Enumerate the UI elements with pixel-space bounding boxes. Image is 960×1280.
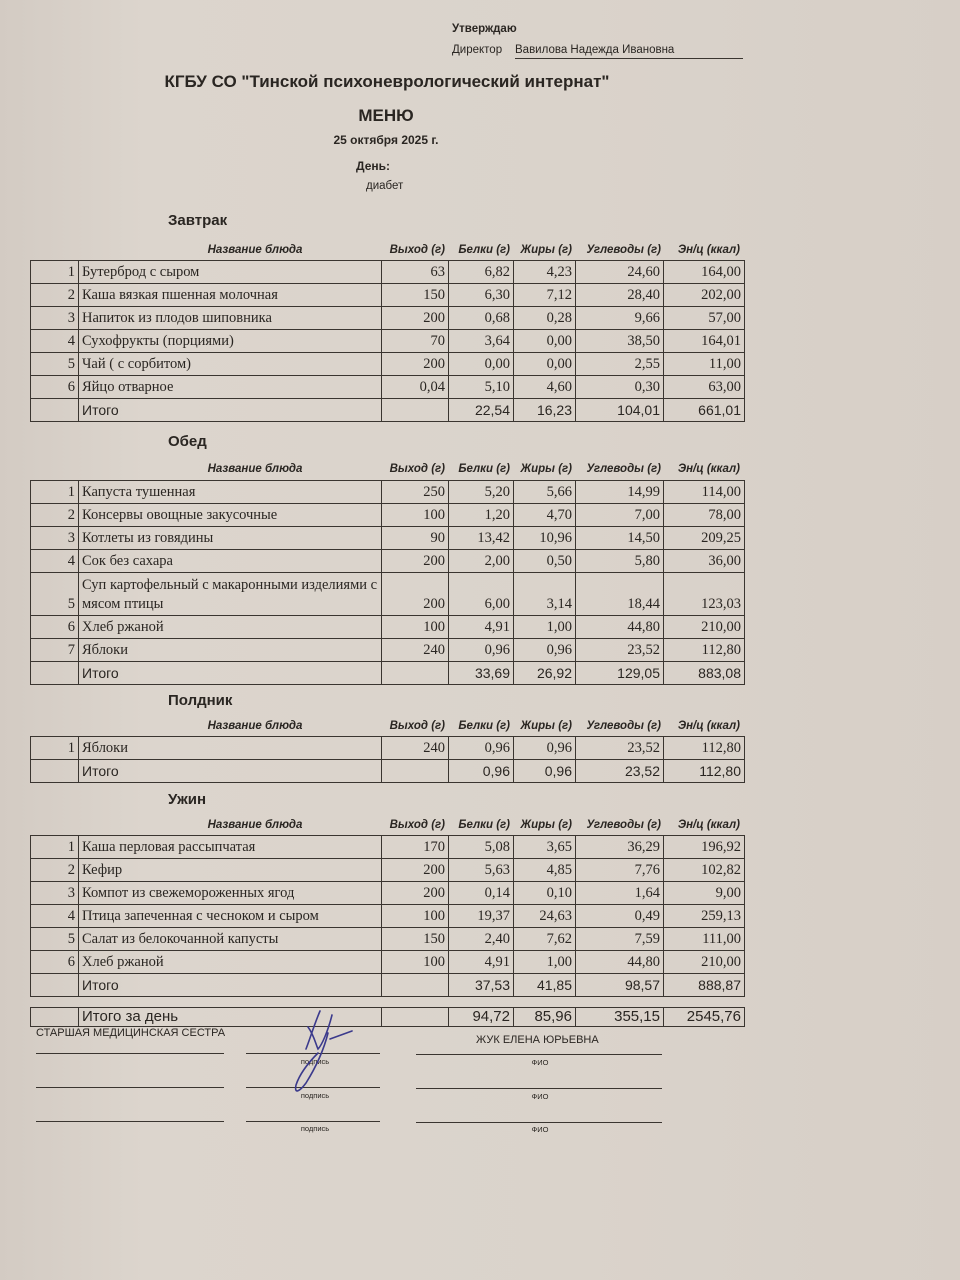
dish-yield: 100 (382, 504, 449, 527)
dish-carbs: 44,80 (576, 951, 664, 974)
day-total-yield-cell (382, 1008, 449, 1027)
column-header-name: Название блюда (207, 463, 303, 475)
column-header-protein: Белки (г) (458, 720, 510, 732)
dish-yield: 200 (382, 550, 449, 573)
dish-fat: 0,96 (514, 639, 576, 662)
menu-date: 25 октября 2025 г. (333, 133, 439, 147)
table-row (31, 616, 745, 639)
dish-yield: 150 (382, 928, 449, 951)
dish-protein: 4,91 (449, 951, 514, 974)
dish-yield: 90 (382, 527, 449, 550)
dish-fat: 0,28 (514, 307, 576, 330)
table-row (31, 905, 745, 928)
row-number: 1 (31, 261, 79, 284)
dish-yield: 70 (382, 330, 449, 353)
row-number: 6 (31, 376, 79, 399)
dish-name: Напиток из плодов шиповника (79, 307, 382, 330)
meal-title: Полдник (168, 692, 233, 709)
dish-yield: 200 (382, 307, 449, 330)
director-label: Директор (452, 44, 503, 56)
day-total-label: Итого за день (79, 1008, 382, 1027)
dish-energy: 202,00 (664, 284, 745, 307)
dish-energy: 63,00 (664, 376, 745, 399)
total-yield-cell (382, 760, 449, 783)
total-protein: 33,69 (449, 662, 514, 685)
column-header-fat: Жиры (г) (520, 244, 572, 256)
column-header-energy: Эн/ц (ккал) (677, 463, 740, 475)
column-header-energy: Эн/ц (ккал) (677, 819, 740, 831)
total-yield-cell (382, 974, 449, 997)
dish-name: Консервы овощные закусочные (79, 504, 382, 527)
organization-name (0, 72, 780, 92)
table-row (31, 307, 745, 330)
total-label: Итого (79, 399, 382, 422)
dish-carbs: 14,99 (576, 481, 664, 504)
director-name: Вавилова Надежда Ивановна (515, 44, 743, 59)
dish-name: Каша вязкая пшенная молочная (79, 284, 382, 307)
dish-energy: 210,00 (664, 951, 745, 974)
column-header-carbs: Углеводы (г) (586, 463, 661, 475)
dish-fat: 0,00 (514, 330, 576, 353)
dish-yield: 100 (382, 616, 449, 639)
dish-carbs: 23,52 (576, 737, 664, 760)
dish-carbs: 7,59 (576, 928, 664, 951)
fio-caption-1: ФИО (531, 1058, 549, 1067)
total-label: Итого (79, 974, 382, 997)
dish-fat: 0,96 (514, 737, 576, 760)
total-protein: 22,54 (449, 399, 514, 422)
row-number: 4 (31, 550, 79, 573)
day-total-energy: 2545,76 (664, 1008, 745, 1027)
dish-name: Яблоки (79, 639, 382, 662)
dish-yield: 200 (382, 882, 449, 905)
dish-yield: 250 (382, 481, 449, 504)
dish-fat: 4,85 (514, 859, 576, 882)
dish-protein: 2,00 (449, 550, 514, 573)
meal-title: Обед (168, 433, 207, 450)
dish-carbs: 28,40 (576, 284, 664, 307)
column-header-fat: Жиры (г) (520, 720, 572, 732)
total-carbs: 104,01 (576, 399, 664, 422)
column-header-energy: Эн/ц (ккал) (677, 720, 740, 732)
dish-name: Хлеб ржаной (79, 616, 382, 639)
row-number: 3 (31, 882, 79, 905)
meal-table (30, 736, 745, 783)
day-label: День: (356, 159, 390, 173)
table-row (31, 859, 745, 882)
dish-name: Сухофрукты (порциями) (79, 330, 382, 353)
row-number: 2 (31, 284, 79, 307)
dish-fat: 1,00 (514, 616, 576, 639)
row-number: 2 (31, 504, 79, 527)
dish-carbs: 0,30 (576, 376, 664, 399)
column-header-energy: Эн/ц (ккал) (677, 244, 740, 256)
signer-name: ЖУК ЕЛЕНА ЮРЬЕВНА (476, 1034, 599, 1046)
dish-energy: 164,00 (664, 261, 745, 284)
dish-energy: 11,00 (664, 353, 745, 376)
column-header-yield: Выход (г) (389, 819, 445, 831)
dish-protein: 0,96 (449, 639, 514, 662)
day-total-carbs: 355,15 (576, 1008, 664, 1027)
dish-name: Сок без сахара (79, 550, 382, 573)
dish-fat: 4,23 (514, 261, 576, 284)
signature-line-3 (246, 1121, 380, 1122)
signature-caption-2: подпись (300, 1091, 330, 1100)
table-row (31, 330, 745, 353)
day-total-row (31, 1008, 745, 1027)
column-header-carbs: Углеводы (г) (586, 244, 661, 256)
row-number: 1 (31, 481, 79, 504)
row-number: 6 (31, 951, 79, 974)
dish-energy: 57,00 (664, 307, 745, 330)
dish-energy: 36,00 (664, 550, 745, 573)
table-row (31, 639, 745, 662)
dish-carbs: 2,55 (576, 353, 664, 376)
table-row (31, 284, 745, 307)
table-row (31, 481, 745, 504)
total-energy: 112,80 (664, 760, 745, 783)
total-energy: 883,08 (664, 662, 745, 685)
total-carbs: 23,52 (576, 760, 664, 783)
dish-energy: 114,00 (664, 481, 745, 504)
dish-yield: 240 (382, 639, 449, 662)
column-header-yield: Выход (г) (389, 720, 445, 732)
dish-name: Каша перловая рассыпчатая (79, 836, 382, 859)
column-header-name: Название блюда (207, 720, 303, 732)
dish-name: Бутерброд с сыром (79, 261, 382, 284)
dish-fat: 0,00 (514, 353, 576, 376)
dish-yield: 200 (382, 573, 449, 616)
column-header-yield: Выход (г) (389, 463, 445, 475)
dish-protein: 0,96 (449, 737, 514, 760)
table-row (31, 573, 745, 616)
dish-fat: 24,63 (514, 905, 576, 928)
dish-protein: 13,42 (449, 527, 514, 550)
day-total-protein: 94,72 (449, 1008, 514, 1027)
row-number: 2 (31, 859, 79, 882)
total-protein: 0,96 (449, 760, 514, 783)
total-num-cell (31, 760, 79, 783)
dish-carbs: 44,80 (576, 616, 664, 639)
dish-carbs: 23,52 (576, 639, 664, 662)
row-number: 5 (31, 573, 79, 616)
position-line-3 (36, 1121, 224, 1122)
dish-protein: 0,14 (449, 882, 514, 905)
total-row (31, 662, 745, 685)
page-title: МЕНЮ (358, 106, 414, 125)
dish-carbs: 36,29 (576, 836, 664, 859)
table-row (31, 504, 745, 527)
dish-yield: 0,04 (382, 376, 449, 399)
total-num-cell (31, 399, 79, 422)
dish-energy: 112,80 (664, 639, 745, 662)
total-label: Итого (79, 662, 382, 685)
fio-line-2 (416, 1088, 662, 1089)
signer-position: СТАРШАЯ МЕДИЦИНСКАЯ СЕСТРА (36, 1027, 226, 1039)
total-yield-cell (382, 399, 449, 422)
meal-title: Ужин (168, 791, 207, 808)
dish-yield: 100 (382, 951, 449, 974)
dish-energy: 111,00 (664, 928, 745, 951)
dish-protein: 0,68 (449, 307, 514, 330)
day-total-num-cell (31, 1008, 79, 1027)
dish-carbs: 5,80 (576, 550, 664, 573)
row-number: 5 (31, 353, 79, 376)
dish-energy: 196,92 (664, 836, 745, 859)
dish-carbs: 7,76 (576, 859, 664, 882)
dish-energy: 209,25 (664, 527, 745, 550)
dish-fat: 7,12 (514, 284, 576, 307)
fio-caption-3: ФИО (531, 1125, 549, 1134)
column-header-yield: Выход (г) (389, 244, 445, 256)
dish-protein: 1,20 (449, 504, 514, 527)
row-number: 6 (31, 616, 79, 639)
total-energy: 888,87 (664, 974, 745, 997)
column-header-protein: Белки (г) (458, 819, 510, 831)
dish-protein: 0,00 (449, 353, 514, 376)
total-fat: 16,23 (514, 399, 576, 422)
meal-table (30, 835, 745, 997)
dish-name: Котлеты из говядины (79, 527, 382, 550)
dish-name: Кефир (79, 859, 382, 882)
table-row (31, 737, 745, 760)
fio-caption-2: ФИО (531, 1092, 549, 1101)
signature-caption-3: подпись (300, 1124, 330, 1133)
dish-energy: 102,82 (664, 859, 745, 882)
dish-protein: 5,08 (449, 836, 514, 859)
dish-protein: 2,40 (449, 928, 514, 951)
day-total-table (30, 1007, 745, 1027)
column-header-carbs: Углеводы (г) (586, 819, 661, 831)
table-row (31, 261, 745, 284)
dish-fat: 1,00 (514, 951, 576, 974)
dish-energy: 123,03 (664, 573, 745, 616)
dish-protein: 4,91 (449, 616, 514, 639)
dish-energy: 210,00 (664, 616, 745, 639)
total-row (31, 399, 745, 422)
handwritten-signature-icon (270, 1005, 380, 1100)
total-row (31, 760, 745, 783)
dish-protein: 6,00 (449, 573, 514, 616)
dish-energy: 112,80 (664, 737, 745, 760)
dish-fat: 0,10 (514, 882, 576, 905)
table-row (31, 951, 745, 974)
meal-table (30, 480, 745, 685)
signature-caption-1: подпись (300, 1057, 330, 1066)
dish-protein: 5,10 (449, 376, 514, 399)
dish-name: Птица запеченная с чесноком и сыром (79, 905, 382, 928)
dish-carbs: 14,50 (576, 527, 664, 550)
day-total-fat: 85,96 (514, 1008, 576, 1027)
row-number: 1 (31, 737, 79, 760)
row-number: 5 (31, 928, 79, 951)
total-label: Итого (79, 760, 382, 783)
row-number: 3 (31, 527, 79, 550)
dish-yield: 63 (382, 261, 449, 284)
table-row (31, 550, 745, 573)
column-header-protein: Белки (г) (458, 244, 510, 256)
row-number: 4 (31, 330, 79, 353)
dish-fat: 4,70 (514, 504, 576, 527)
dish-protein: 3,64 (449, 330, 514, 353)
table-row (31, 928, 745, 951)
dish-fat: 4,60 (514, 376, 576, 399)
dish-yield: 240 (382, 737, 449, 760)
row-number: 7 (31, 639, 79, 662)
organization-text: КГБУ СО "Тинской психоневрологический интернат" (164, 72, 610, 91)
total-carbs: 98,57 (576, 974, 664, 997)
dish-fat: 10,96 (514, 527, 576, 550)
row-number: 3 (31, 307, 79, 330)
dish-energy: 78,00 (664, 504, 745, 527)
fio-line-3 (416, 1122, 662, 1123)
dish-carbs: 38,50 (576, 330, 664, 353)
total-yield-cell (382, 662, 449, 685)
dish-name: Компот из свежемороженных ягод (79, 882, 382, 905)
table-row (31, 836, 745, 859)
table-row (31, 353, 745, 376)
dish-yield: 200 (382, 353, 449, 376)
dish-carbs: 7,00 (576, 504, 664, 527)
table-row (31, 882, 745, 905)
column-header-fat: Жиры (г) (520, 463, 572, 475)
dish-protein: 6,30 (449, 284, 514, 307)
dish-protein: 6,82 (449, 261, 514, 284)
dish-fat: 3,65 (514, 836, 576, 859)
dish-name: Салат из белокочанной капусты (79, 928, 382, 951)
column-header-name: Название блюда (207, 244, 303, 256)
row-number: 4 (31, 905, 79, 928)
table-row (31, 527, 745, 550)
dish-name: Хлеб ржаной (79, 951, 382, 974)
column-header-name: Название блюда (207, 819, 303, 831)
dish-energy: 259,13 (664, 905, 745, 928)
dish-carbs: 24,60 (576, 261, 664, 284)
total-protein: 37,53 (449, 974, 514, 997)
dish-energy: 164,01 (664, 330, 745, 353)
total-carbs: 129,05 (576, 662, 664, 685)
dish-carbs: 18,44 (576, 573, 664, 616)
column-header-protein: Белки (г) (458, 463, 510, 475)
dish-protein: 5,20 (449, 481, 514, 504)
dish-carbs: 9,66 (576, 307, 664, 330)
dish-carbs: 1,64 (576, 882, 664, 905)
dish-name: Чай ( с сорбитом) (79, 353, 382, 376)
dish-fat: 7,62 (514, 928, 576, 951)
dish-name: Капуста тушенная (79, 481, 382, 504)
dish-yield: 170 (382, 836, 449, 859)
meal-title: Завтрак (168, 212, 228, 229)
dish-fat: 5,66 (514, 481, 576, 504)
dish-name: Яйцо отварное (79, 376, 382, 399)
column-header-carbs: Углеводы (г) (586, 720, 661, 732)
total-row (31, 974, 745, 997)
position-line-2 (36, 1087, 224, 1088)
dish-name: Суп картофельный с макаронными изделиями с мясом птицы (79, 573, 382, 616)
position-line-1 (36, 1053, 224, 1054)
total-num-cell (31, 662, 79, 685)
column-header-fat: Жиры (г) (520, 819, 572, 831)
total-fat: 41,85 (514, 974, 576, 997)
total-energy: 661,01 (664, 399, 745, 422)
total-fat: 0,96 (514, 760, 576, 783)
dish-yield: 150 (382, 284, 449, 307)
dish-name: Яблоки (79, 737, 382, 760)
approval-label: Утверждаю (452, 23, 517, 35)
table-row (31, 376, 745, 399)
row-number: 1 (31, 836, 79, 859)
dish-energy: 9,00 (664, 882, 745, 905)
dish-fat: 0,50 (514, 550, 576, 573)
fio-line-1 (416, 1054, 662, 1055)
dish-carbs: 0,49 (576, 905, 664, 928)
dish-yield: 100 (382, 905, 449, 928)
dish-yield: 200 (382, 859, 449, 882)
diet-type: диабет (366, 180, 404, 192)
dish-protein: 5,63 (449, 859, 514, 882)
dish-fat: 3,14 (514, 573, 576, 616)
dish-protein: 19,37 (449, 905, 514, 928)
meal-table (30, 260, 745, 422)
total-fat: 26,92 (514, 662, 576, 685)
total-num-cell (31, 974, 79, 997)
